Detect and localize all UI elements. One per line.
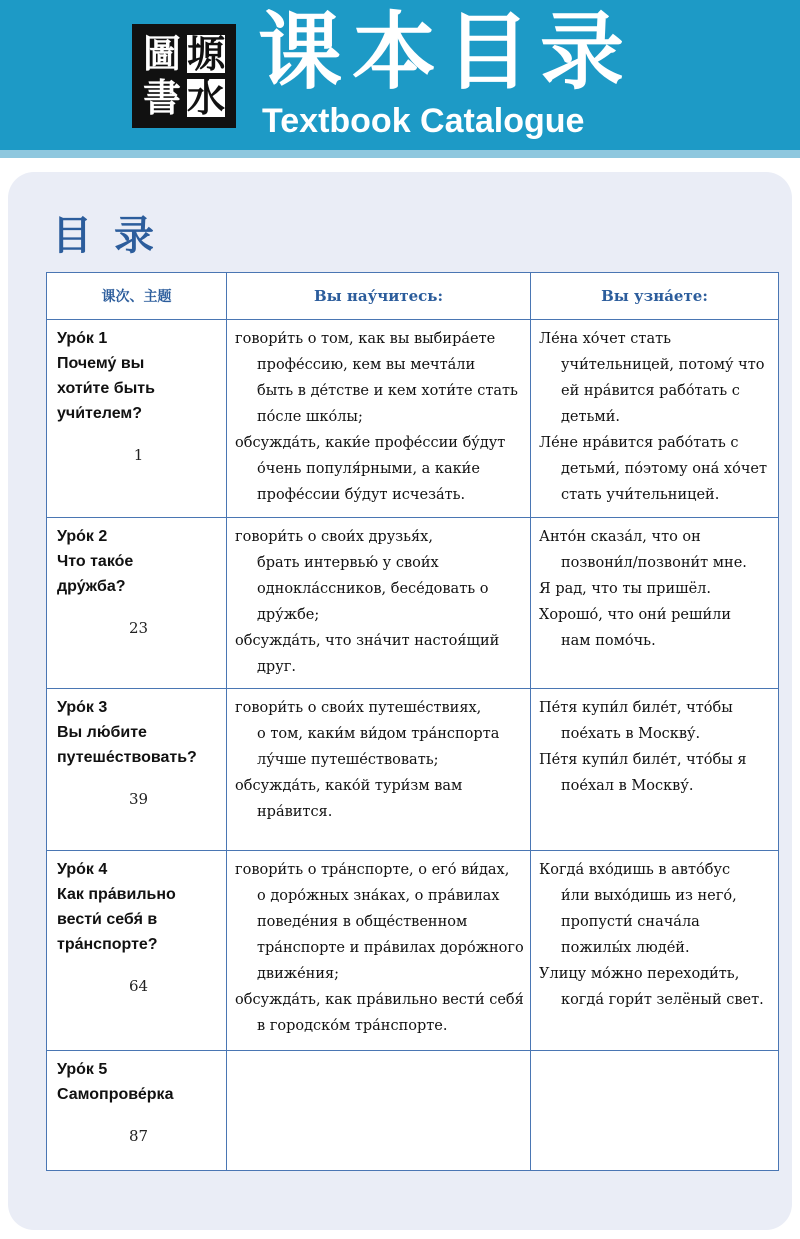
table-row <box>47 851 779 1051</box>
table-row <box>47 518 779 689</box>
lesson-title-line: Почему́ вы <box>57 355 145 372</box>
learn-cell-line: о́чень популя́рными, а каки́е <box>257 461 480 477</box>
know-cell-line: Я рад, что ты пришёл. <box>539 581 712 597</box>
know-cell-line: пропусти́ снача́ла <box>561 914 700 930</box>
lesson-page-number: 1 <box>133 446 144 464</box>
learn-cell-line: профе́ссии бу́дут исчеза́ть. <box>257 487 466 503</box>
table-row <box>47 320 779 518</box>
know-cell-line: Ле́не нра́вится рабо́тать с <box>539 435 739 451</box>
lesson-page-number: 23 <box>128 619 149 637</box>
know-cell-line: Когда́ вхо́дишь в авто́бус <box>539 862 731 878</box>
learn-cell <box>227 689 531 851</box>
know-cell-line: пое́хал в Москву́. <box>561 778 694 794</box>
know-cell-line: Улицу мо́жно переходи́ть, <box>539 966 740 982</box>
learn-cell-line: говори́ть о тра́нспорте, о его́ ви́дах, <box>235 862 510 878</box>
know-cell <box>531 1051 779 1171</box>
know-cell-line: учи́тельницей, потому́ что <box>561 357 765 373</box>
lesson-cell <box>47 518 227 689</box>
header-lesson-topic: 课次、主题 <box>47 273 227 320</box>
banner-title-chinese: 课本目录 <box>258 3 635 101</box>
seal-char: 圖 <box>142 31 181 76</box>
banner-title-english: Textbook Catalogue <box>262 102 585 140</box>
lesson-title-line: Вы лю́бите <box>57 724 147 741</box>
table-body <box>47 320 779 1171</box>
learn-cell-line: дру́жбе; <box>257 607 320 623</box>
lesson-page-number: 64 <box>128 977 149 995</box>
know-cell-line: позвони́л/позвони́т мне. <box>561 555 747 571</box>
learn-cell <box>227 851 531 1051</box>
learn-cell-line: в городско́м тра́нспорте. <box>257 1018 448 1034</box>
learn-cell-line: нра́вится. <box>257 804 333 820</box>
know-cell-line: стать учи́тельницей. <box>561 487 720 503</box>
lesson-title-line: дру́жба? <box>57 578 126 595</box>
lesson-cell <box>47 689 227 851</box>
seal-char: 塬 <box>186 31 225 76</box>
contents-table <box>46 272 779 1171</box>
learn-cell-line: брать интервью́ у свои́х <box>257 555 439 571</box>
know-cell-line: Хорошо́, что они́ реши́ли <box>539 607 731 623</box>
learn-cell-line: лу́чше путеше́ствовать; <box>257 752 439 768</box>
learn-cell-line: говори́ть о том, как вы выбира́ете <box>235 331 496 347</box>
header-stripe <box>0 150 800 158</box>
lesson-title-line: Самопрове́рка <box>57 1086 174 1103</box>
know-cell-line: и́ли выхо́дишь из него́, <box>561 888 737 904</box>
lesson-cell <box>47 1051 227 1171</box>
learn-cell-line: поведе́ния в обще́ственном <box>257 914 468 930</box>
lesson-title-line: хоти́те быть <box>57 380 155 397</box>
page-heading: 目录 <box>52 213 176 259</box>
lesson-page-number: 39 <box>128 790 149 808</box>
know-cell-line: когда́ гори́т зелёный свет. <box>561 992 764 1008</box>
lesson-title-line: тра́нспорте? <box>57 936 158 953</box>
learn-cell-line: обсужда́ть, како́й тури́зм вам <box>235 778 463 794</box>
lesson-number: Уро́к 5 <box>57 1061 108 1078</box>
lesson-title-line: вести́ себя́ в <box>57 911 158 928</box>
know-cell-line: детьми́. <box>561 409 620 425</box>
learn-cell-line: о том, каки́м ви́дом тра́нспорта <box>257 726 500 742</box>
table-header-row <box>47 273 779 320</box>
know-cell-line: пое́хать в Москву́. <box>561 726 701 742</box>
lesson-number: Уро́к 2 <box>57 528 108 545</box>
learn-cell <box>227 1051 531 1171</box>
table-row <box>47 1051 779 1171</box>
learn-cell-line: однокла́ссников, бесе́довать о <box>257 581 489 597</box>
lesson-cell <box>47 320 227 518</box>
header-you-will-learn: Вы нау́читесь: <box>227 273 531 320</box>
header-you-will-know: Вы узна́ете: <box>531 273 779 320</box>
know-cell <box>531 689 779 851</box>
lesson-cell <box>47 851 227 1051</box>
learn-cell <box>227 320 531 518</box>
learn-cell-line: быть в де́тстве и кем хоти́те стать <box>257 383 518 399</box>
know-cell-line: Ле́на хо́чет стать <box>539 331 672 347</box>
seal-char: 水 <box>186 75 225 120</box>
know-cell <box>531 851 779 1051</box>
know-cell <box>531 518 779 689</box>
learn-cell-line: обсужда́ть, каки́е профе́ссии бу́дут <box>235 435 506 451</box>
lesson-number: Уро́к 1 <box>57 330 108 347</box>
know-cell <box>531 320 779 518</box>
learn-cell-line: говори́ть о свои́х друзья́х, <box>235 529 433 545</box>
know-cell-line: Анто́н сказа́л, что он <box>539 529 701 545</box>
lesson-title-line: Как пра́вильно <box>57 886 176 903</box>
know-cell-line: нам помо́чь. <box>561 633 656 649</box>
learn-cell-line: обсужда́ть, как пра́вильно вести́ себя́ <box>235 992 524 1008</box>
learn-cell-line: тра́нспорте и пра́вилах доро́жного <box>257 940 524 956</box>
learn-cell-line: друг. <box>257 659 296 675</box>
lesson-title-line: Что тако́е <box>57 553 134 570</box>
lesson-title-line: учи́телем? <box>57 405 143 422</box>
learn-cell-line: движе́ния; <box>257 966 340 982</box>
learn-cell-line: о доро́жных зна́ках, о пра́вилах <box>257 888 500 904</box>
lesson-number: Уро́к 4 <box>57 861 108 878</box>
publisher-seal-logo <box>132 24 236 128</box>
lesson-number: Уро́к 3 <box>57 699 108 716</box>
know-cell-line: ей нра́вится рабо́тать с <box>561 383 740 399</box>
lesson-page-number: 87 <box>128 1127 149 1145</box>
know-cell-line: детьми́, по́этому она́ хо́чет <box>561 461 768 477</box>
learn-cell-line: обсужда́ть, что зна́чит настоя́щий <box>235 633 500 649</box>
know-cell-line: Пе́тя купи́л биле́т, что́бы я <box>539 752 747 768</box>
seal-char: 書 <box>142 75 181 120</box>
know-cell-line: Пе́тя купи́л биле́т, что́бы <box>539 700 733 716</box>
lesson-title-line: путеше́ствовать? <box>57 749 197 766</box>
learn-cell <box>227 518 531 689</box>
know-cell-line: пожилы́х люде́й. <box>561 940 690 956</box>
learn-cell-line: профе́ссию, кем вы мечта́ли <box>257 357 476 373</box>
table-row <box>47 689 779 851</box>
learn-cell-line: говори́ть о свои́х путеше́ствиях, <box>235 700 482 716</box>
learn-cell-line: по́сле шко́лы; <box>257 409 363 425</box>
